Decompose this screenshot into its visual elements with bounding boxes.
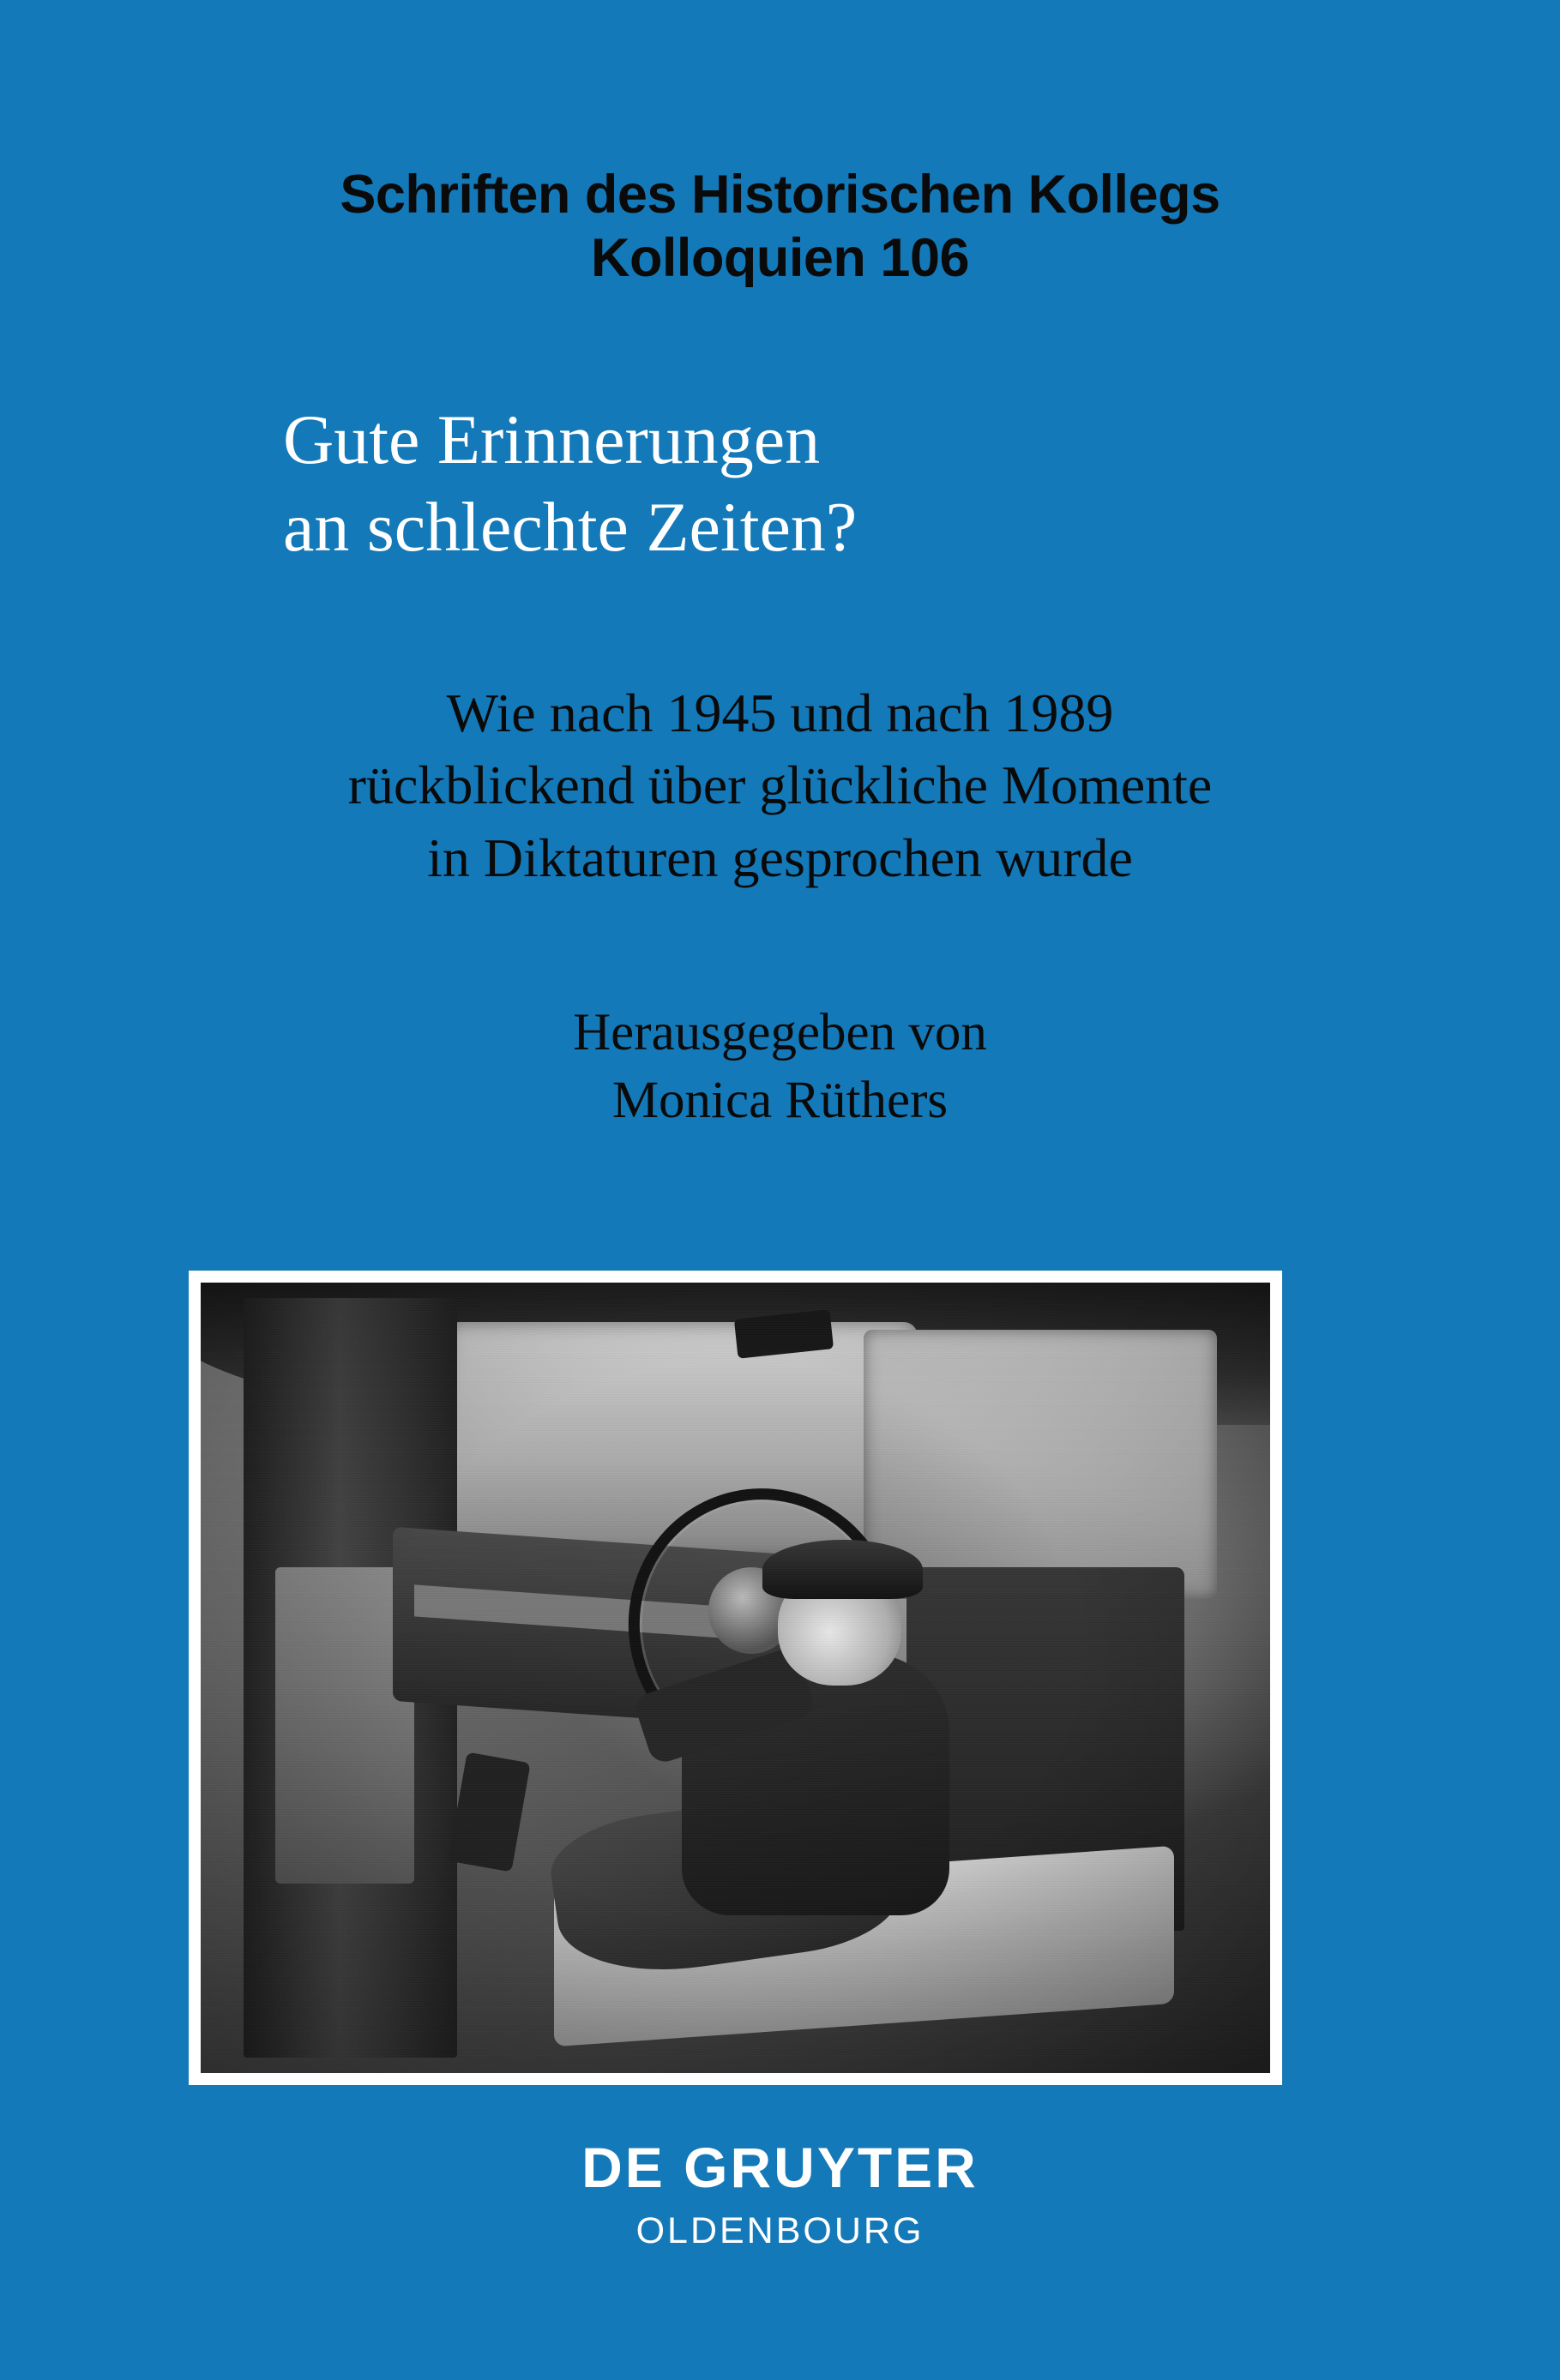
series-volume: Kolloquien 106 [590,228,970,289]
series-title: Schriften des Historischen Kollegs [340,165,1220,225]
publisher-logo [0,2135,1560,2252]
publisher-name: DE GRUYTER [581,2136,979,2199]
editor-block [0,999,1560,1135]
cover-image-frame [189,1271,1282,2085]
photo-vignette [201,1283,1270,2073]
book-subtitle [0,677,1560,894]
subtitle-line-2: rückblickend über glückliche Momente [347,754,1213,816]
title-line-2: an schlechte Zeiten? [283,487,858,566]
editor-label: Herausgegeben von [573,1004,987,1061]
subtitle-line-1: Wie nach 1945 und nach 1989 [446,682,1114,743]
editor-name: Monica Rüthers [611,1072,949,1130]
book-title [283,396,1457,570]
subtitle-line-3: in Diktaturen gesprochen wurde [427,826,1133,888]
series-block [0,163,1560,291]
publisher-imprint: OLDENBOURG [635,2210,925,2251]
cover-photo [201,1283,1270,2073]
title-line-1: Gute Erinnerungen [283,400,821,478]
